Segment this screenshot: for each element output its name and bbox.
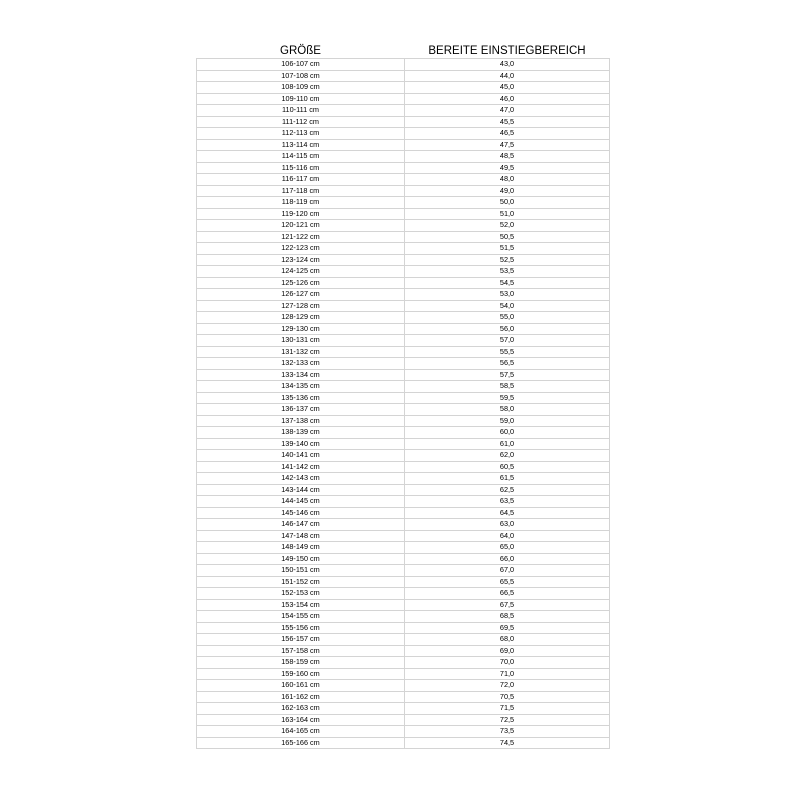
table-row [197,392,610,404]
width-cell: 45,5 [405,116,610,128]
size-cell: 129-130 cm [197,323,405,335]
size-cell: 154-155 cm [197,611,405,623]
size-cell: 125-126 cm [197,277,405,289]
size-cell: 112-113 cm [197,128,405,140]
width-cell: 68,5 [405,611,610,623]
table-row [197,128,610,140]
width-cell: 64,0 [405,530,610,542]
size-cell: 151-152 cm [197,576,405,588]
table-row [197,266,610,278]
size-cell: 141-142 cm [197,461,405,473]
size-cell: 115-116 cm [197,162,405,174]
size-cell: 120-121 cm [197,220,405,232]
table-row [197,507,610,519]
table-row [197,415,610,427]
size-cell: 108-109 cm [197,82,405,94]
table-row [197,588,610,600]
size-cell: 161-162 cm [197,691,405,703]
width-cell: 46,5 [405,128,610,140]
size-cell: 158-159 cm [197,657,405,669]
size-cell: 164-165 cm [197,726,405,738]
table-row [197,553,610,565]
size-cell: 134-135 cm [197,381,405,393]
size-cell: 135-136 cm [197,392,405,404]
size-cell: 138-139 cm [197,427,405,439]
size-cell: 123-124 cm [197,254,405,266]
table-row [197,162,610,174]
width-cell: 72,5 [405,714,610,726]
width-cell: 49,5 [405,162,610,174]
width-cell: 66,0 [405,553,610,565]
width-cell: 65,5 [405,576,610,588]
table-row [197,151,610,163]
table-row [197,680,610,692]
table-row [197,634,610,646]
width-cell: 56,5 [405,358,610,370]
width-cell: 67,0 [405,565,610,577]
size-cell: 149-150 cm [197,553,405,565]
size-cell: 139-140 cm [197,438,405,450]
width-cell: 48,0 [405,174,610,186]
table-row [197,231,610,243]
table-row [197,565,610,577]
width-cell: 45,0 [405,82,610,94]
size-cell: 118-119 cm [197,197,405,209]
width-cell: 59,5 [405,392,610,404]
table-row [197,438,610,450]
width-cell: 55,0 [405,312,610,324]
table-row [197,496,610,508]
size-cell: 124-125 cm [197,266,405,278]
width-cell: 65,0 [405,542,610,554]
size-cell: 148-149 cm [197,542,405,554]
width-cell: 74,5 [405,737,610,749]
width-cell: 67,5 [405,599,610,611]
table-header [197,40,610,59]
size-cell: 132-133 cm [197,358,405,370]
column-header-size: GRÖßE [280,45,321,57]
table-row [197,277,610,289]
width-cell: 52,5 [405,254,610,266]
size-cell: 165-166 cm [197,737,405,749]
size-cell: 119-120 cm [197,208,405,220]
table-row [197,645,610,657]
size-cell: 109-110 cm [197,93,405,105]
table-row [197,622,610,634]
table-row [197,657,610,669]
width-cell: 73,5 [405,726,610,738]
table-row [197,369,610,381]
table-row [197,139,610,151]
table-row [197,289,610,301]
width-cell: 52,0 [405,220,610,232]
size-cell: 150-151 cm [197,565,405,577]
table-row [197,82,610,94]
table-row [197,703,610,715]
size-cell: 153-154 cm [197,599,405,611]
size-cell: 107-108 cm [197,70,405,82]
table-row [197,208,610,220]
table-row [197,381,610,393]
width-cell: 57,5 [405,369,610,381]
width-cell: 61,0 [405,438,610,450]
width-cell: 51,0 [405,208,610,220]
width-cell: 43,0 [405,59,610,71]
table-row [197,691,610,703]
width-cell: 46,0 [405,93,610,105]
size-cell: 144-145 cm [197,496,405,508]
width-cell: 50,0 [405,197,610,209]
table-row [197,427,610,439]
table-row [197,93,610,105]
width-cell: 63,5 [405,496,610,508]
table-row [197,105,610,117]
width-cell: 69,0 [405,645,610,657]
size-cell: 152-153 cm [197,588,405,600]
table-row [197,599,610,611]
size-cell: 163-164 cm [197,714,405,726]
table-row [197,254,610,266]
table-row [197,737,610,749]
width-cell: 54,5 [405,277,610,289]
width-cell: 62,0 [405,450,610,462]
width-cell: 49,0 [405,185,610,197]
table-row [197,726,610,738]
size-cell: 147-148 cm [197,530,405,542]
size-cell: 131-132 cm [197,346,405,358]
width-cell: 54,0 [405,300,610,312]
size-cell: 126-127 cm [197,289,405,301]
size-cell: 130-131 cm [197,335,405,347]
table-row [197,220,610,232]
table-row [197,59,610,71]
table-row [197,450,610,462]
size-cell: 156-157 cm [197,634,405,646]
width-cell: 62,5 [405,484,610,496]
size-cell: 157-158 cm [197,645,405,657]
table-row [197,312,610,324]
size-cell: 162-163 cm [197,703,405,715]
header-row [197,40,610,59]
size-cell: 127-128 cm [197,300,405,312]
size-cell: 116-117 cm [197,174,405,186]
size-cell: 133-134 cm [197,369,405,381]
width-cell: 70,0 [405,657,610,669]
table-row [197,473,610,485]
width-cell: 63,0 [405,519,610,531]
table-row [197,335,610,347]
table-row [197,300,610,312]
size-cell: 122-123 cm [197,243,405,255]
table-row [197,323,610,335]
width-cell: 44,0 [405,70,610,82]
width-cell: 60,5 [405,461,610,473]
size-cell: 146-147 cm [197,519,405,531]
table-row [197,197,610,209]
width-cell: 53,5 [405,266,610,278]
table-row [197,542,610,554]
size-chart-table [196,40,610,749]
size-cell: 111-112 cm [197,116,405,128]
width-cell: 61,5 [405,473,610,485]
size-cell: 128-129 cm [197,312,405,324]
width-cell: 47,0 [405,105,610,117]
width-cell: 69,5 [405,622,610,634]
width-cell: 50,5 [405,231,610,243]
column-header-width: BEREITE EINSTIEGBEREICH [428,45,586,57]
table-row [197,668,610,680]
size-cell: 113-114 cm [197,139,405,151]
size-cell: 110-111 cm [197,105,405,117]
width-cell: 51,5 [405,243,610,255]
table-row [197,243,610,255]
width-cell: 71,5 [405,703,610,715]
table-row [197,174,610,186]
width-cell: 56,0 [405,323,610,335]
size-cell: 155-156 cm [197,622,405,634]
width-cell: 66,5 [405,588,610,600]
size-cell: 114-115 cm [197,151,405,163]
table-row [197,404,610,416]
size-cell: 160-161 cm [197,680,405,692]
size-cell: 143-144 cm [197,484,405,496]
table-row [197,358,610,370]
width-cell: 60,0 [405,427,610,439]
size-cell: 137-138 cm [197,415,405,427]
width-cell: 48,5 [405,151,610,163]
table-row [197,461,610,473]
width-cell: 55,5 [405,346,610,358]
table-row [197,576,610,588]
table-row [197,519,610,531]
width-cell: 59,0 [405,415,610,427]
size-cell: 145-146 cm [197,507,405,519]
width-cell: 72,0 [405,680,610,692]
size-cell: 117-118 cm [197,185,405,197]
size-cell: 106-107 cm [197,59,405,71]
table-row [197,714,610,726]
table-row [197,484,610,496]
table-row [197,185,610,197]
width-cell: 58,0 [405,404,610,416]
size-cell: 140-141 cm [197,450,405,462]
size-cell: 121-122 cm [197,231,405,243]
width-cell: 57,0 [405,335,610,347]
width-cell: 70,5 [405,691,610,703]
width-cell: 68,0 [405,634,610,646]
size-cell: 142-143 cm [197,473,405,485]
width-cell: 47,5 [405,139,610,151]
table-row [197,346,610,358]
table-row [197,611,610,623]
table-row [197,70,610,82]
table-row [197,116,610,128]
width-cell: 58,5 [405,381,610,393]
table-body [197,59,610,749]
width-cell: 53,0 [405,289,610,301]
size-cell: 159-160 cm [197,668,405,680]
width-cell: 71,0 [405,668,610,680]
width-cell: 64,5 [405,507,610,519]
table-row [197,530,610,542]
size-cell: 136-137 cm [197,404,405,416]
